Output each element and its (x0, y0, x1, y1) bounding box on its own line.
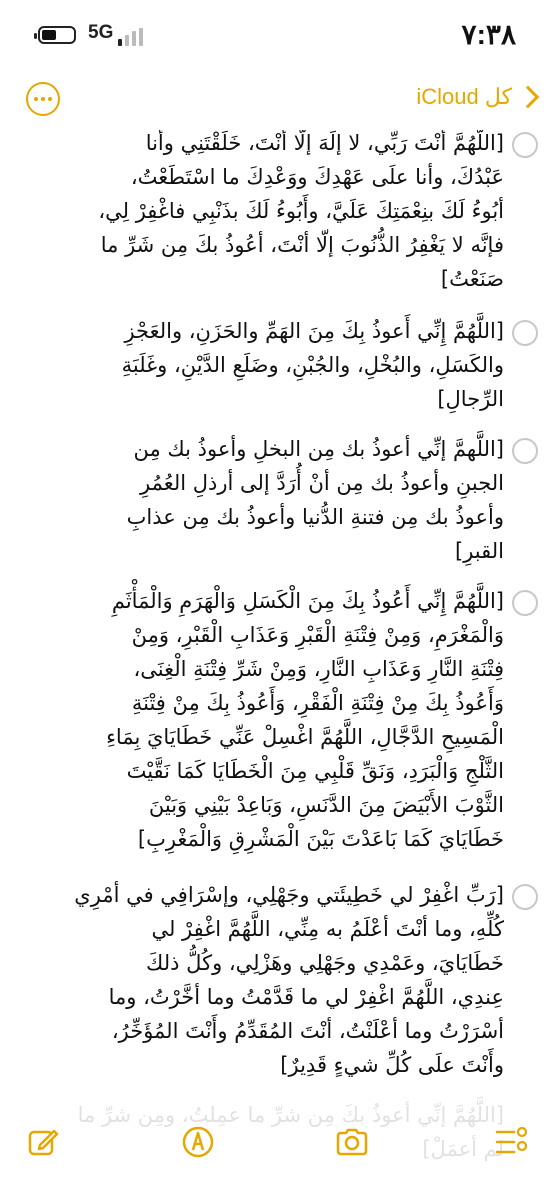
text-line: الْمَسِيحِ الدَّجَّالِ، اللَّهُمَّ اغْسِلْ عَنِّي خَطَايَايَ بِمَاءِ (106, 725, 504, 749)
chevron-back-icon (517, 86, 540, 109)
text-line: أبُوءُ لَكَ بنِعْمَتِكَ عَلَيَّ، وأَبُوءُ لَكَ بذَنْبِي فاغْفِرْ لِي، (98, 199, 504, 223)
clock: ٧:٣٨ (461, 19, 516, 50)
checkbox[interactable] (512, 884, 538, 910)
checklist-item-text[interactable] (18, 130, 504, 296)
text-line: وَأَعُوذُ بِكَ مِنْ فِتْنَةِ الْفَقْرِ، وَأَعُوذُ بِكَ مِنْ فِتْنَةِ (131, 691, 504, 715)
text-line: خَطَايَايَ، وعَمْدِي وجَهْلِي وهَزْلِي، وكُلُّ ذلكَ (146, 951, 504, 975)
checkbox[interactable] (512, 320, 538, 346)
text-line: [اللَّهُمَّ إِنِّي أَعوذُ بِكَ مِنَ الهَمِّ والحَزَنِ، والعَجْزِ (124, 319, 504, 343)
faded-next-item (18, 1098, 504, 1166)
text-line: والكَسَلِ، والبُخْلِ، والجُبْنِ، وضَلَعِ الدَّيْنِ، وغَلَبَةِ (121, 353, 504, 377)
checklist-item-text[interactable] (18, 432, 504, 568)
text-line: أسْرَرْتُ وما أعْلَنْتُ، أنْتَ المُقَدِّمُ وأَنْتَ المُؤَخِّرُ، (111, 1019, 504, 1043)
text-line: الجبنِ وأعوذُ بك مِن أنْ أُرَدَّ إلى أرذلِ العُمُرِ (140, 471, 504, 495)
bottom-toolbar (0, 1100, 554, 1200)
text-line: الثَّوْبَ الأَبْيَضَ مِنَ الدَّنَسِ، وَبَاعِدْ بَيْنِي وَبَيْنَ (148, 793, 504, 817)
text-line: خَطَايَايَ كَمَا بَاعَدْتَ بَيْنَ الْمَشْرِقِ وَالْمَغْرِبِ] (137, 827, 504, 851)
status-bar (0, 0, 554, 70)
text-line: وأَنْتَ علَى كُلِّ شيءٍ قَدِيرٌ] (280, 1053, 504, 1077)
text-line: فإنَّه لا يَغْفِرُ الذُّنُوبَ إلّا أنْتَ، أعُوذُ بكَ مِن شَرِّ ما (100, 233, 504, 257)
text-line: صَنَعْتُ] (440, 267, 504, 291)
ellipsis-circle-icon[interactable] (26, 82, 60, 116)
note-body[interactable] (0, 130, 554, 1100)
checkbox[interactable] (512, 132, 538, 158)
text-line: الثَّلْجِ وَالْبَرَدِ، وَنَقِّ قَلْبِي مِنَ الْخَطَايَا كَمَا نَقَّيْتَ (126, 759, 504, 783)
checklist-item-text[interactable] (18, 878, 504, 1082)
network-type: 5G (88, 22, 114, 43)
text-line: الرِّجالِ] (437, 387, 504, 411)
checklist-item-text[interactable] (18, 314, 504, 416)
text-line: [اللَّهُمَّ إنِّي أعوذُ بكَ مِن شرِّ ما عمِلتُ، ومِن شرِّ ما (77, 1103, 504, 1127)
text-line: وأعوذُ بك مِن فتنةِ الدُّنيا وأعوذُ بك مِن عذابِ (126, 505, 504, 529)
text-line: لم أعمَلْ] (422, 1137, 504, 1161)
signal-icon (118, 28, 148, 46)
text-line: [اللّهُمَّ أنْتَ رَبِّي، لا إلَهَ إلّا أنْتَ، خَلَقْتَنِي وأنا (145, 131, 504, 155)
text-line: كُلِّهِ، وما أنْتَ أعْلَمُ به مِنِّي، اللَّهُمَّ اغْفِرْ لي (151, 917, 504, 941)
text-line: عِندِي، اللَّهُمَّ اغْفِرْ لي ما قَدَّمْتُ وما أخَّرْتُ، وما (108, 985, 504, 1009)
text-line: [اللَّهُمَّ إِنِّي أَعُوذُ بِكَ مِنَ الْكَسَلِ وَالْهَرَمِ وَالْمَأْثَمِ (111, 589, 504, 613)
checkbox[interactable] (512, 590, 538, 616)
text-line: عَبْدُكَ، وأنا علَى عَهْدِكَ ووَعْدِكَ ما اسْتَطَعْتُ، (130, 165, 504, 189)
camera-icon[interactable] (334, 1124, 370, 1160)
markup-icon[interactable] (180, 1124, 216, 1160)
compose-icon[interactable] (26, 1124, 62, 1160)
back-button[interactable] (416, 84, 536, 110)
text-line: [رَبِّ اغْفِرْ لي خَطِيئَتي وجَهْلِي، وإسْرَافِي في أمْرِي (74, 883, 504, 907)
checklist-icon[interactable] (494, 1124, 530, 1160)
nav-bar (0, 78, 554, 128)
text-line: [اللَّهمَّ إنِّي أعوذُ بك مِن البخلِ وأعوذُ بك مِن (133, 437, 504, 461)
checkbox[interactable] (512, 438, 538, 464)
text-line: القبرِ] (455, 539, 504, 563)
checklist-item-text[interactable] (18, 584, 504, 856)
back-label: كل iCloud (416, 84, 512, 109)
battery-icon (38, 26, 76, 44)
text-line: وَالْمَغْرَمِ، وَمِنْ فِتْنَةِ الْقَبْرِ وَعَذَابِ الْقَبْرِ، وَمِنْ (131, 623, 504, 647)
text-line: فِتْنَةِ النَّارِ وَعَذَابِ النَّارِ، وَمِنْ شَرِّ فِتْنَةِ الْغِنَى، (133, 657, 504, 681)
